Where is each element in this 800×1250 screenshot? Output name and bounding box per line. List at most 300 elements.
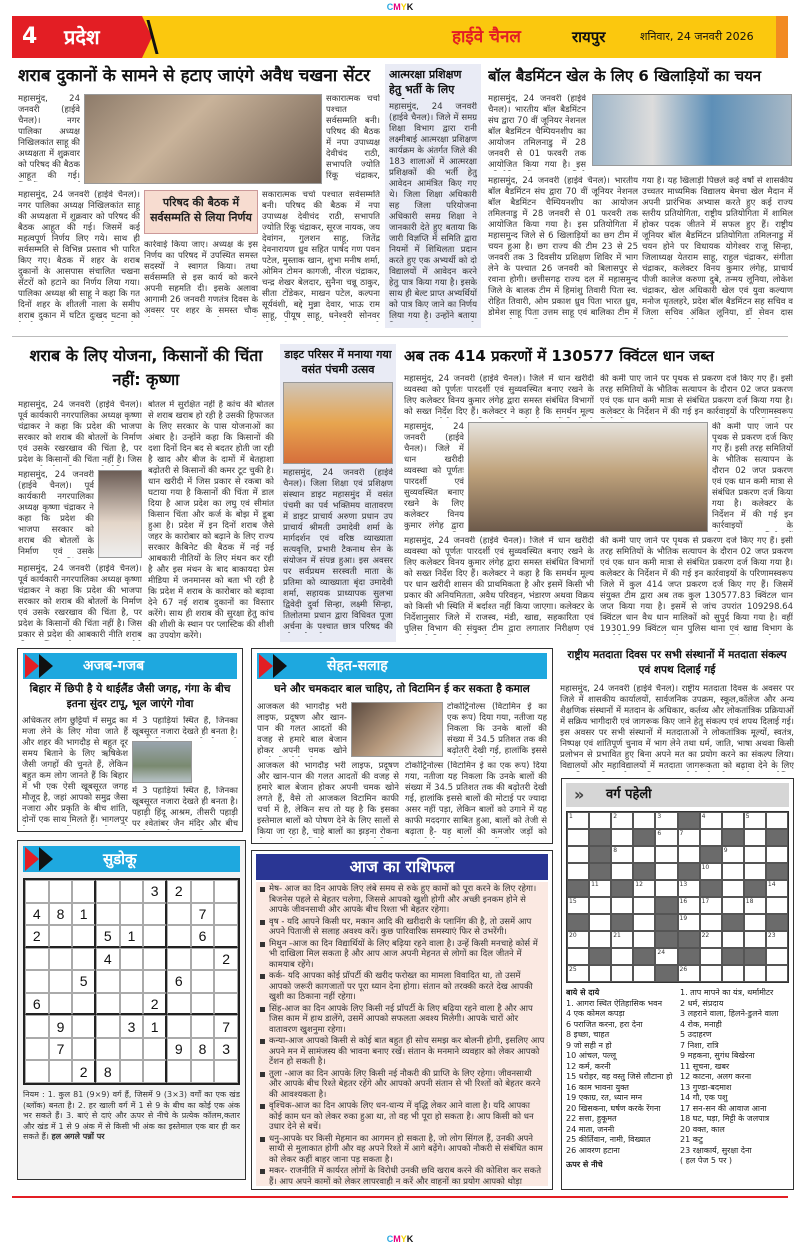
story4-col1: महासमुंद, 24 जनवरी (हाईवे चैनल)। पूर्व कार्यकारी नगरपालिका अध्यक्ष कृष्णा चंद्राकर ने कहा कि प्रदेश की भाजपा सरकार को शराब की बोतलों के निर्माण एवं उसके रखरखाव की चिंता है, पर प्रदेश के किसानों की चिंता नहीं है। जिस xyxy=(18,400,142,465)
rashifal-item: तुला -आज का दिन आपके लिए किसी नई नौकरी की प्राप्ति के लिए रहेगा। जीवनसाथी और आपके बीच रिश्ते बेहतर रहेंगे और आपको अपनी संतान से भी रिश्तों को बेहतर करने की आवश्यकता है। xyxy=(259,1069,545,1101)
section-divider xyxy=(12,336,788,337)
story6-photo xyxy=(468,422,708,532)
crossword-clue-number: 15 xyxy=(569,898,577,905)
crossword-block xyxy=(633,863,655,880)
story4-portrait xyxy=(98,470,142,558)
crossword-cell[interactable] xyxy=(633,914,655,931)
crossword-cell[interactable] xyxy=(655,829,677,846)
rashifal-item: कन्या-आज आपको किसी से कोई बात बहुत ही सोच समझ कर बोलनी होगी, इसलिए आप अपने मन में सामंजस्य की भावना बनाए रखें। संतान के मनमाने व्यवहार को लेकर आपको टेंशन हो सकती है। xyxy=(259,1036,545,1068)
crossword-cell[interactable] xyxy=(611,965,633,982)
crossword-clue-number: 24 xyxy=(657,949,666,956)
story3-photo xyxy=(592,94,792,166)
chevron-red-icon xyxy=(25,847,39,871)
crossword-block xyxy=(633,829,655,846)
rashifal-list-box xyxy=(256,882,548,1186)
sehat-salah-headline: घने और चमकदार बाल चाहिए, तो विटामिन ई कर सकता है कमाल xyxy=(274,683,530,695)
sudoku-cell[interactable] xyxy=(49,948,73,971)
crossword-clue-number: 6 xyxy=(657,830,662,837)
across-clue: 12 कर्म, करनी xyxy=(566,1061,611,1071)
crossword-clue-number: 3 xyxy=(657,813,662,820)
crossword-cell[interactable] xyxy=(744,931,766,948)
crossword-cell[interactable] xyxy=(700,863,722,880)
story4-headline: शराब के लिए योजना, किसानों की चिंता नहीं: कृष्णा xyxy=(29,346,263,389)
story3-col2: गया है। यह खिलाड़ी पिछले कई वर्षों से शासकीय उच्चतर माध्यमिक विद्यालय बेमचा खेल मैदान में अपनी प्रारंभिक अभ्यास करते हुए कई राज्य स्तरीय प्रतियोगिता, राष्ट्रीय प्रतियोगिता में शामिल होकर पदक जीतने में सफल हुए हैं। राष्ट्रीय जूनियर बॉल बैडमिंटन प्रतियोगिता तमिलनाडु में चयन होने पर विधायक योगेश्वर राजू सिन्हा, जिलाध्यक्ष येतराम साहू, राहुल चंद्राकर, संगीता चंद्राकर, कलेक्टर विनय कुमार लंगेह, प्राचार्य पीजी कालेज करुणा दुबे, तन्मय लूनिया, लोकेश चंद्राकर, खेल अधिकारी खेल एवं युवा कल्याण मनोज धृतलहरे, प्रदेश बॉल बैडमिंटन सह सचिव व जिला सचिव अंकित लूनिया, डॉ सेवन दास xyxy=(642,176,793,318)
ajab-gajab-col1: अधिकतर लोग छुट्टियों में समुद्र का मजा लेने के लिए गोवा जाते हैं और शहर की भागदौड़ से बहुत दूर समय बिताने के लिए ऋषिकेश जैसी जगहों की चुनते हैं, लेकिन बहुत कम लोग जानते हैं कि बिहार में भी एक ऐसी खूबसूरत जगह मौजूद है, जहां आपको समुद्र जैसा नजारा और प्रकृति के बीच शांति, दोनों एक साथ मिलते हैं। भागलपुर xyxy=(22,716,128,825)
crossword-block xyxy=(766,863,788,880)
down-clue: 14 गौ, एक पशु xyxy=(680,1093,728,1102)
crossword-cell[interactable] xyxy=(633,880,655,897)
crossword-block xyxy=(678,812,700,829)
sudoku-grid xyxy=(23,878,240,1085)
story1-col1: महासमुंद, 24 जनवरी (हाईवे चैनल)। नगर पालिका अध्यक्ष निखिलकांत साहू की अध्यक्षता में शुक्रवार को परिषद की बैठक आहूत की गई। xyxy=(18,94,80,181)
crossword-clue-number: 11 xyxy=(591,881,599,888)
crossword-cell[interactable] xyxy=(722,812,744,829)
sudoku-cell[interactable] xyxy=(143,925,167,948)
crossword-clue-number: 8 xyxy=(613,847,618,854)
crossword-cell[interactable] xyxy=(766,965,788,982)
crossword-cell[interactable] xyxy=(700,948,722,965)
crossword-clue-number: 4 xyxy=(701,813,706,820)
crossword-chevron-icon: » xyxy=(574,785,585,804)
crossword-cell[interactable] xyxy=(611,948,633,965)
rashifal-list xyxy=(259,884,545,1186)
section-title: प्रदेश xyxy=(64,25,100,49)
sudoku-cell[interactable] xyxy=(167,948,191,971)
sudoku-cell[interactable]: 4 xyxy=(96,948,120,971)
crossword-cell[interactable] xyxy=(766,880,788,897)
crossword-cell[interactable] xyxy=(633,965,655,982)
down-clue: 9 महकना, सुगंध बिखेरना xyxy=(680,1051,755,1060)
crossword-cell[interactable] xyxy=(700,965,722,982)
crossword-block xyxy=(766,829,788,846)
crossword-clue-number: 23 xyxy=(767,932,776,939)
sudoku-cell[interactable]: 4 xyxy=(25,903,49,926)
crossword-cell[interactable] xyxy=(722,863,744,880)
sudoku-cell[interactable] xyxy=(49,880,73,903)
crossword-block xyxy=(655,931,677,948)
crossword-cell[interactable] xyxy=(633,897,655,914)
sudoku-cell[interactable] xyxy=(72,948,96,971)
story7-body: महासमुंद, 24 जनवरी (हाईवे चैनल)। राष्ट्रीय मतदाता दिवस के अवसर पर जिले में शासकीय कार्यालयों, सार्वजनिक उपक्रम, स्कूल,कॉलेज और अन्य शैक्षणिक संस्थानों में मतदान के अधिकार, कर्तव्य और लोकतांत्रिक प्रक्रियाओं में सक्रिय भागीदारी एवं जागरूक किए जाने हेतु संकल्प एवं शपथ दिलाई गई। इस अवसर पर सभी संस्थानों में मतदाताओं ने लोकतांत्रिक मूल्यों, स्वतंत्र, निष्पक्ष एवं शांतिपूर्ण चुनाव में भाग लेने तथा धर्म, जाति, भाषा अथवा किसी प्रलोभन से प्रभावित हुए बिना अपने मत का प्रयोग करने का संकल्प लिया। विद्यालयों और महाविद्यालयों में मतदाता जागरूकता को बढ़ावा देने के लिए xyxy=(560,684,794,771)
sudoku-cell[interactable] xyxy=(25,1015,49,1038)
sudoku-cell[interactable] xyxy=(25,1060,49,1083)
sudoku-cell[interactable]: 8 xyxy=(96,1060,120,1083)
brand-logo: हाईवे चैनल xyxy=(452,27,521,47)
across-heading: बाये से दाये xyxy=(566,988,600,997)
sehat-salah-banner xyxy=(257,653,547,679)
crossword-clue-number: 18 xyxy=(745,898,754,905)
header-accent xyxy=(776,16,788,58)
crossword-clue-number: 20 xyxy=(569,932,577,939)
story4-col2: बोतल में सुरक्षित नहीं है कांच की बोतल से शराब खराब हो रही है उसकी हिफाजत के लिए सरकार के पास योजनाओं का अंबार है। उन्होंने कहा कि किसानों की दशा दिनों दिन बद से बदतर होती जा रही है खाद और बीज के दामों में बेतहाशा बढ़ोतरी से किसानों की कमर टूट चुकी है। धान खरीदी में जिस प्रकार से रकबा को घटाया गया है किसानों की चिंता में डाल दिया है आज प्रदेश का लघु एवं सीमांत किसान चिंता और कर्ज के बोझ में डूबा हुआ है। प्रदेश में इन दिनों शराब जैसे जहर के कारोबार को बढ़ाने के लिए राज्य सरकार कैबिनेट की बैठक में नई नई आबकारी नीतियों के लिए मंथन कर रही है और इस मंथन के बाद बाकायदा प्रेस मीडिया में जनमानस को बता भी रही है कि प्रदेश में शराब के कारोबार को बढ़ावा देने 67 नई शराब दुकानों का विस्तार करेंगे। साथ ही शराब की सुरक्षा हेतु कांच की शीशी के स्थान पर प्लास्टिक की शीशी का उपयोग करेंगे। xyxy=(148,400,274,641)
crossword-clue-number: 1 xyxy=(569,813,573,820)
down-clue: 1. ताप मापने का यंत्र, थर्मामीटर xyxy=(680,988,774,997)
crossword-block xyxy=(678,948,700,965)
crossword-cell[interactable] xyxy=(655,880,677,897)
sudoku-cell[interactable] xyxy=(120,903,144,926)
sudoku-cell[interactable] xyxy=(72,880,96,903)
crossword-clue-number: 25 xyxy=(569,966,577,973)
crossword-cell[interactable] xyxy=(567,829,589,846)
sudoku-cell[interactable]: 7 xyxy=(49,1038,73,1061)
sudoku-cell[interactable] xyxy=(167,925,191,948)
crossword-cell[interactable] xyxy=(611,812,633,829)
down-clue: 13 गुण्डा-बदमाश xyxy=(680,1082,732,1092)
sudoku-cell[interactable] xyxy=(191,1015,215,1038)
crossword-cell[interactable] xyxy=(567,931,589,948)
sudoku-cell[interactable] xyxy=(120,1038,144,1061)
story1-headline: शराब दुकानों के सामने से हटाए जाएंगे अवैध चखना सेंटर xyxy=(18,66,371,86)
sudoku-cell[interactable] xyxy=(143,903,167,926)
page-header xyxy=(12,16,788,58)
crossword-cell[interactable] xyxy=(589,965,611,982)
story2-body: महासमुंद, 24 जनवरी (हाईवे चैनल)। जिले में समग्र शिक्षा विभाग द्वारा रानी लक्ष्मीबाई आत्मरक्षा प्रशिक्षण कार्यक्रम के अंतर्गत जिले की 183 शालाओं में आत्मरक्षा प्रशिक्षकों की भर्ती हेतु आवेदन आमंत्रित किए गए थे। जिला शिक्षा अधिकारी सह जिला परियोजना अधिकारी समग्र शिक्षा ने जानकारी देते हुए बताया कि जारी विज्ञप्ति में समिति द्वारा नियमों में शिथिलता प्रदान करते हुए एक अभ्यर्थी को दो विद्यालयों में आवेदन करने हेतु पात्र किया गया है। इसके साथ ही बेल्ट प्राप्त अभ्यर्थियों को पात्र किए जाने का निर्णय लिया गया है। उन्होंने बताया xyxy=(389,102,477,321)
crossword-cell[interactable] xyxy=(567,965,589,982)
down-clue: 2 धर्म, संप्रदाय xyxy=(680,998,724,1008)
bottom-rule xyxy=(12,1196,788,1198)
crossword-cell[interactable] xyxy=(700,897,722,914)
crossword-block xyxy=(655,914,677,931)
crossword-cell[interactable] xyxy=(589,931,611,948)
crossword-block xyxy=(700,880,722,897)
sudoku-cell[interactable] xyxy=(25,948,49,971)
sudoku-cell[interactable] xyxy=(214,993,238,1016)
down-clue: 17 सन-सन की आवाज आना xyxy=(680,1103,767,1113)
crossword-cell[interactable] xyxy=(700,914,722,931)
sudoku-cell[interactable] xyxy=(143,970,167,993)
crossword-cell[interactable] xyxy=(655,812,677,829)
crossword-cell[interactable] xyxy=(611,931,633,948)
crossword-cell[interactable] xyxy=(589,914,611,931)
crossword-block xyxy=(589,863,611,880)
sudoku-cell[interactable] xyxy=(143,948,167,971)
crossword-block xyxy=(744,948,766,965)
down-clue: 5 उदाहरण xyxy=(680,1030,712,1039)
story6-col2c: की कमी पाए जाने पर पृथक से प्रकरण दर्ज किए गए हैं। इसी तरह समितियों के भौतिक सत्यापन के दौरान 02 जप्त प्रकरण एवं एक धान कमी मात्रा से संबंधित प्रकरण दर्ज किया गया है। कलेक्टर के निर्देशन में की गई इन कार्रवाइयों के परिणामस्वरूप जिले में कुल 414 जप्त प्रकरण दर्ज किए गए हैं। जिसमें संयुक्त टीम द्वारा अब तक कुल 130577.83 क्विंटल धान जप्त किया गया है। इसमें से जांच उपरांत 109298.64 क्विंटल धान वैध धान मालिकों को सुपुर्द किया गया है। वहीं 19301.99 क्विंटल धान पुलिस थाना एवं खाद्य विभाग के xyxy=(600,536,793,634)
crossword-cell[interactable] xyxy=(700,812,722,829)
crossword-cell[interactable] xyxy=(567,948,589,965)
story6-col1: महासमुंद, 24 जनवरी (हाईवे चैनल)। जिले में धान खरीदी व्यवस्था को पूर्णतः पारदर्शी एवं सुव्यवस्थित बनाए रखने के लिए कलेक्टर विनय कुमार लंगेह द्वारा समस्त संबंधित विभागों को सख्त निर्देश दिए हैं। कलेक्टर ने कहा है कि समर्थन मूल्य xyxy=(404,374,594,417)
sudoku-cell[interactable] xyxy=(214,1060,238,1083)
sudoku-cell[interactable] xyxy=(120,1060,144,1083)
crossword-cell[interactable] xyxy=(655,846,677,863)
mark-c: C xyxy=(386,2,394,12)
sudoku-cell[interactable] xyxy=(96,970,120,993)
across-clue: 26 आवरण हटाना xyxy=(566,1145,620,1155)
crossword-cell[interactable] xyxy=(611,829,633,846)
down-clue: 12 काटना, अलग करना xyxy=(680,1072,752,1081)
crossword-cell[interactable] xyxy=(589,880,611,897)
sudoku-cell[interactable] xyxy=(49,925,73,948)
sudoku-cell[interactable] xyxy=(191,1060,215,1083)
sehat-salah-photo xyxy=(351,702,443,757)
crossword-block xyxy=(678,931,700,948)
crossword-block xyxy=(611,880,633,897)
sudoku-cell[interactable] xyxy=(191,880,215,903)
crossword-down xyxy=(680,988,790,1178)
story4-col1c: महासमुंद, 24 जनवरी (हाईवे चैनल)। पूर्व कार्यकारी नगरपालिका अध्यक्ष कृष्णा चंद्राकर ने कहा कि प्रदेश की भाजपा सरकार को शराब की बोतलों के निर्माण एवं उसके रखरखाव की चिंता है, पर प्रदेश के किसानों की चिंता नहीं है। जिस प्रकार से प्रदेश की आबकारी नीति शराब xyxy=(18,564,142,640)
sudoku-cell[interactable] xyxy=(143,1038,167,1061)
sudoku-cell[interactable]: 1 xyxy=(72,903,96,926)
chevron-black-icon xyxy=(273,654,287,678)
story6-col2b: की कमी पाए जाने पर पृथक से प्रकरण दर्ज किए गए हैं। इसी तरह समितियों के भौतिक सत्यापन के दौरान 02 जप्त प्रकरण एवं एक धान कमी मात्रा से संबंधित प्रकरण दर्ज किया गया है। कलेक्टर के निर्देशन में की गई इन कार्रवाइयों के xyxy=(712,422,793,531)
crossword-block xyxy=(700,846,722,863)
crossword-cell[interactable] xyxy=(678,829,700,846)
sudoku-title: सुडोकू xyxy=(103,850,137,868)
sudoku-cell[interactable] xyxy=(120,948,144,971)
sudoku-cell[interactable] xyxy=(191,970,215,993)
crossword-clue-number: 26 xyxy=(679,966,688,973)
crossword-cell[interactable] xyxy=(722,931,744,948)
crossword-cell[interactable] xyxy=(722,965,744,982)
print-marks-top xyxy=(0,2,800,13)
story5-photo xyxy=(283,382,393,464)
crossword-clue-number: 22 xyxy=(701,932,710,939)
sudoku-cell[interactable] xyxy=(49,993,73,1016)
mark-k: K xyxy=(406,1234,414,1244)
sudoku-cell[interactable] xyxy=(214,925,238,948)
crossword-clue-number: 10 xyxy=(701,864,710,871)
story5-box xyxy=(280,344,396,642)
sudoku-cell[interactable]: 2 xyxy=(143,993,167,1016)
sudoku-cell[interactable]: 1 xyxy=(143,1015,167,1038)
story5-body: महासमुंद, 24 जनवरी (हाईवे चैनल)। जिला शिक्षा एवं प्रशिक्षण संस्थान डाइट महासमुंद में वसंत पंचमी का पर्व भक्तिमय वातावरण में डाइट प्राचार्य अरुणा प्रधान उप प्राचार्य श्रीमती उमादेवी शर्मा के मार्गदर्शन एवं वरिष्ठ व्याख्याता सत्यवृत्ति, प्रभारी टैकनाथ सेन के संयोजन में संपन्न हुआ। इस अवसर पर सर्वप्रथम सरस्वती माता के प्रतिमा को व्याख्याता बृंदा उमादेवी शर्मा, सहायक प्राध्यापक सुलभा द्विवेदी दुर्वा सिन्हा, लक्ष्मी सिन्हा, तिलोतमा प्रधान द्वारा विधिवत पूजा अर्चना के पश्चात छात्र परिषद की xyxy=(283,468,393,632)
crossword-cell[interactable] xyxy=(766,948,788,965)
across-list xyxy=(566,999,678,1157)
crossword-cell[interactable] xyxy=(678,880,700,897)
crossword-grid xyxy=(566,811,789,983)
crossword-block xyxy=(589,948,611,965)
sudoku-cell[interactable]: 2 xyxy=(25,925,49,948)
ajab-gajab-col2: में 3 पहाड़ियां स्थित हैं, जिनका खूबसूरत नजारा देखते ही बनता है। xyxy=(132,716,238,737)
story6-col1b: महासमुंद, 24 जनवरी (हाईवे चैनल)। जिले में धान खरीदी व्यवस्था को पूर्णतः पारदर्शी एवं सुव्यवस्थित बनाए रखने के लिए कलेक्टर विनय कुमार लंगेह द्वारा xyxy=(404,422,464,531)
crossword-cell[interactable] xyxy=(567,812,589,829)
mark-m: M xyxy=(393,2,401,12)
crossword-clue-number: 13 xyxy=(679,881,688,888)
sudoku-cell[interactable] xyxy=(120,970,144,993)
rashifal-item: धनु-आपके घर किसी मेहमान का आगमन हो सकता है, जो लोग सिंगल हैं, उनकी अपने साथी से मुलाकात होगी और वह अपने रिश्ते में आगे बढ़ेंगे। आपको नौकरी से संबंधित काम को लेकर कहीं बाहर जाना पड़ सकता है। xyxy=(259,1134,545,1166)
sudoku-cell[interactable] xyxy=(214,880,238,903)
sehat-salah-col1: आजकल की भागदौड़ भरी लाइफ, प्रदूषण और खान-पान की गलत आदतों की वजह से हमारे बाल बेजान होकर अपनी चमक खोने xyxy=(257,702,347,756)
crossword-clue-number: 7 xyxy=(679,830,684,837)
sudoku-cell[interactable] xyxy=(49,1060,73,1083)
sudoku-cell[interactable] xyxy=(96,880,120,903)
crossword-cell[interactable] xyxy=(678,897,700,914)
sudoku-cell[interactable]: 7 xyxy=(214,1015,238,1038)
sudoku-cell[interactable]: 3 xyxy=(143,880,167,903)
down-clue: 23 रक्षाकार्य, सुरक्षा देना xyxy=(680,1145,752,1155)
story1-col3b: सकारात्मक चर्चा पश्चात सर्वसम्मति बनी। परिषद की बैठक में नपा उपाध्यक्ष देवीचंद राठी, सभापति ज्योति रिंकू चंद्राकर, सूरज नायक, जय देवांगन, गुलशन साहू, जितेंद्र देवनारायण ध्रुव सहित पार्षद गण पवन पटेल, मुस्ताक खान, शुभा मनीष शर्मा, ओमिन टोमन कागजी, नीरज चंद्राकर, चन्द्र शेखर बेलदार, सुनैना चन्नू ठाकुर, सीता टोंडेकर, माखन पटेल, कल्पना सूर्यवंशी, बद्दे मुन्ना देवार, भाऊ राम साहू, पीयूष साहू, धनेश्वरी सोनवर xyxy=(262,190,380,321)
crossword-block xyxy=(589,846,611,863)
story6-headline: अब तक 414 प्रकरणों में 130577 क्विंटल धान जब्त xyxy=(404,347,715,365)
sudoku-cell[interactable] xyxy=(25,970,49,993)
crossword-cell[interactable] xyxy=(744,863,766,880)
sudoku-cell[interactable] xyxy=(167,993,191,1016)
crossword-banner xyxy=(566,783,789,807)
crossword-cell[interactable] xyxy=(766,846,788,863)
across-clue: 8 इच्छा, चाहत xyxy=(566,1030,610,1039)
story3-col1: महासमुंद, 24 जनवरी (हाईवे चैनल)। भारतीय बॉल बैडमिंटन संघ द्वारा 70 वीं जूनियर नेशनल बॉल बैडमिंटन चैम्पियनशीप का आयोजन तमिलनाडु में 28 जनवरी से 01 फरवरी तक आयोजित किया गया है। इस xyxy=(488,94,586,170)
sudoku-cell[interactable]: 9 xyxy=(167,1038,191,1061)
story3-col1b: महासमुंद, 24 जनवरी (हाईवे चैनल)। भारतीय बॉल बैडमिंटन संघ द्वारा 70 वीं जूनियर नेशनल बॉल बैडमिंटन चैम्पियनशीप का आयोजन तमिलनाडु में 28 जनवरी से 01 फरवरी तक आयोजित किया गया है। इस प्रतियोगिता में महासमुन्द जिले से 6 खिलाड़ियों का छग टीम में चयन हुआ है। छग राज्य की टीम 23 से 25 जनवरी तक 3 दिवसीय प्रशिक्षण शिविर में भाग लेने के पश्चात 26 जनवरी को बिलासपुर से रवाना होगी। छत्तीसगढ़ राज्य दल में महासमुन्द जिले के बालक टीम में हिमांशु तिवारी पिता स्व. रोहित तिवारी, ओम प्रकाश ध्रुव पिता भारत ध्रुव, डोमेश साहू पिता उत्तम साहू एवं बालिका टीम में xyxy=(488,176,638,318)
rashifal-item: मेष- आज का दिन आपके लिए लंबे समय से रुके हुए कामों को पूरा करने के लिए रहेगा। बिजनेस पहले से बेहतर चलेगा, जिससे आपको खुशी होगी और अच्छी इनकम होने से आपके जीवनसाथी और आपके बीच रिश्ता भी बेहतर रहेगा। xyxy=(259,884,545,916)
crossword-cell[interactable] xyxy=(589,812,611,829)
sudoku-cell[interactable]: 6 xyxy=(191,925,215,948)
crossword-cell[interactable] xyxy=(589,897,611,914)
sudoku-cell[interactable] xyxy=(120,880,144,903)
sudoku-rules xyxy=(23,1090,240,1176)
crossword-cell[interactable] xyxy=(655,863,677,880)
across-clue: 4 एक कोमल कपड़ा xyxy=(566,1009,625,1018)
sudoku-cell[interactable]: 5 xyxy=(72,970,96,993)
sudoku-cell[interactable] xyxy=(72,1038,96,1061)
sudoku-cell[interactable]: 2 xyxy=(214,948,238,971)
sudoku-cell[interactable]: 7 xyxy=(191,903,215,926)
crossword-block xyxy=(655,965,677,982)
sudoku-cell[interactable]: 3 xyxy=(120,1015,144,1038)
crossword-cell[interactable] xyxy=(722,880,744,897)
sudoku-cell[interactable]: 2 xyxy=(167,880,191,903)
sehat-salah-title: सेहत-सलाह xyxy=(327,658,388,674)
sudoku-cell[interactable] xyxy=(72,925,96,948)
story6-col1c: महासमुंद, 24 जनवरी (हाईवे चैनल)। जिले में धान खरीदी व्यवस्था को पूर्णतः पारदर्शी एवं सुव्यवस्थित बनाए रखने के लिए कलेक्टर विनय कुमार लंगेह द्वारा समस्त संबंधित विभागों को सख्त निर्देश दिए हैं। कलेक्टर ने कहा है कि समर्थन मूल्य पर धान खरीदी शासन की प्राथमिकता है और इसमें किसी भी प्रकार की अनियमितता, अवैध परिवहन, भंडारण अथवा विक्रय को किसी भी स्थिति में बर्दाश्त नहीं किया जाएगा। कलेक्टर के निर्देशानुसार जिले में राजस्व, मंडी, खाद्य, सहकारिता एवं पुलिस विभाग की संयुक्त टीम द्वारा लगातार निरीक्षण एवं xyxy=(404,536,594,634)
down-clue: 18 घट, घड़ा, मिट्टी के जलपात्र xyxy=(680,1114,770,1123)
crossword-block xyxy=(766,914,788,931)
crossword-cell[interactable] xyxy=(567,897,589,914)
sudoku-cell[interactable]: 8 xyxy=(49,903,73,926)
sudoku-cell[interactable]: 6 xyxy=(167,970,191,993)
ajab-gajab-banner xyxy=(23,653,237,679)
crossword-block xyxy=(722,914,744,931)
mark-y: Y xyxy=(400,1234,407,1244)
crossword-cell[interactable] xyxy=(633,812,655,829)
ajab-gajab-col2b: में 3 पहाड़ियां स्थित हैं, जिनका खूबसूरत नजारा देखते ही बनता है। पहाड़ी हिंदू आश्रम, तीसरी पहाड़ी पर श्वेतांबर जैन मंदिर और बीच xyxy=(132,786,238,829)
crossword-cell[interactable] xyxy=(700,829,722,846)
sudoku-cell[interactable]: 2 xyxy=(72,1060,96,1083)
sudoku-rules-text: नियम : 1. कुल 81 (9×9) वर्ग हैं, जिसमें 9 (3×3) वर्गों का एक खंड (ब्लॉक) बनता है। 2. हर खाली वर्ग में 1 से 9 के बीच का कोई एक अंक भर सकते हैं। 3. बाएं से दाएं और ऊपर से नीचे के प्रत्येक कॉलम,कतार और खंड में 1 से 9 अंक में से किसी भी अंक का इस्तेमाल एक बार ही कर सकते हैं। xyxy=(23,1090,240,1141)
sudoku-cell[interactable] xyxy=(96,1015,120,1038)
sudoku-cell[interactable] xyxy=(96,993,120,1016)
crossword-cell[interactable] xyxy=(744,965,766,982)
sudoku-cell[interactable] xyxy=(72,993,96,1016)
rashifal-item: वृश्चिक-आज का दिन आपके लिए धन-धान्य में वृद्धि लेकर आने वाला है। यदि आपका कोई काम धन को लेकर रुका हुआ था, तो वह भी पूरा हो सकता है। आप किसी को धन उधार देने से बचें। xyxy=(259,1101,545,1133)
mark-k: K xyxy=(406,2,414,12)
sudoku-cell[interactable]: 1 xyxy=(120,925,144,948)
across-clue: 15 धरोहर, वह वस्तु जिसे लौटाना हो xyxy=(566,1072,673,1081)
crossword-block xyxy=(611,914,633,931)
crossword-block xyxy=(567,880,589,897)
sudoku-cell[interactable] xyxy=(120,993,144,1016)
crossword-cell[interactable] xyxy=(744,914,766,931)
across-clue: 19 एकाग्र, रत, ध्यान मग्न xyxy=(566,1093,643,1102)
sudoku-cell[interactable]: 6 xyxy=(25,993,49,1016)
crossword-cell[interactable] xyxy=(744,846,766,863)
sudoku-cell[interactable] xyxy=(214,970,238,993)
sudoku-cell[interactable] xyxy=(25,880,49,903)
down-clue: 3 लहराने वाला, हिलने-डुलने वाला xyxy=(680,1009,779,1018)
sudoku-cell[interactable] xyxy=(96,903,120,926)
sehat-salah-col1b: आजकल की भागदौड़ भरी लाइफ, प्रदूषण और खान-पान की गलत आदतों की वजह से हमारे बाल बेजान होकर अपनी चमक खोने लगते हैं, वैसे तो आजकल विटामिन काफी चर्चा में है, लेकिन सच तो यह है कि इसका इस्तेमाल बालों को पोषण देने के लिए सालों से किया जा रहा है, चाहे बालों का झड़ना रोकना xyxy=(257,761,399,837)
sudoku-cell[interactable]: 5 xyxy=(96,925,120,948)
crossword-cell[interactable] xyxy=(611,863,633,880)
sudoku-cell[interactable] xyxy=(49,970,73,993)
crossword-cell[interactable] xyxy=(722,897,744,914)
rashifal-item: सिंह-आज का दिन आपके लिए किसी नई प्रॉपर्टी के लिए बढ़िया रहने वाला है और आप जिस काम में हाथ डालेंगे, उसमें आपको सफलता अवश्य मिलेगी। आपके चारों ओर वातावरण खुशनुमा रहेगा। xyxy=(259,1004,545,1036)
sudoku-cell[interactable] xyxy=(25,1038,49,1061)
sudoku-cell[interactable] xyxy=(191,948,215,971)
sudoku-cell[interactable] xyxy=(143,1060,167,1083)
crossword-cell[interactable] xyxy=(567,846,589,863)
crossword-cell[interactable] xyxy=(678,846,700,863)
across-clue: 25 कीर्तिवान, नामी, विख्यात xyxy=(566,1135,651,1144)
sudoku-cell[interactable]: 3 xyxy=(214,1038,238,1061)
crossword-clue-number: 2 xyxy=(613,813,618,820)
crossword-block xyxy=(589,829,611,846)
crossword-cell[interactable] xyxy=(744,897,766,914)
crossword-cell[interactable] xyxy=(744,812,766,829)
crossword-clue-number: 16 xyxy=(679,898,688,905)
chevron-red-icon xyxy=(259,654,273,678)
across-clue: 6 पराजित करना, हरा देना xyxy=(566,1019,643,1029)
crossword-solution-note: ( हल पेज 5 पर ) xyxy=(680,1156,733,1165)
crossword-cell[interactable] xyxy=(567,863,589,880)
story2-headline: आत्मरक्षा प्रशिक्षण हेतु भर्ती के लिए xyxy=(389,68,462,96)
crossword-cell[interactable] xyxy=(744,829,766,846)
crossword-cell[interactable] xyxy=(611,897,633,914)
crossword-title: वर्ग पहेली xyxy=(606,787,652,802)
crossword-cell[interactable] xyxy=(722,846,744,863)
crossword-cell[interactable] xyxy=(766,931,788,948)
story4-col1b: महासमुंद, 24 जनवरी (हाईवे चैनल)। पूर्व कार्यकारी नगरपालिका अध्यक्ष कृष्णा चंद्राकर ने कहा कि प्रदेश की भाजपा सरकार को शराब की बोतलों के निर्माण एवं उसके xyxy=(18,470,94,557)
down-heading: ऊपर से नीचे xyxy=(566,1160,603,1169)
across-clue: 9 जो सही न हो xyxy=(566,1040,612,1050)
story3-headline: बॉल बैडमिंटन खेल के लिए 6 खिलाड़ियों का चयन xyxy=(488,67,762,85)
sudoku-cell[interactable] xyxy=(167,903,191,926)
crossword-block xyxy=(722,948,744,965)
across-clue: 24 माता, जननी xyxy=(566,1124,615,1134)
crossword-block xyxy=(744,880,766,897)
sudoku-solution-note: हल अगले पन्नों पर xyxy=(51,1132,105,1141)
crossword-cell[interactable] xyxy=(700,931,722,948)
sudoku-cell[interactable] xyxy=(214,903,238,926)
crossword-cell[interactable] xyxy=(766,812,788,829)
crossword-cell[interactable] xyxy=(678,914,700,931)
crossword-cell[interactable] xyxy=(611,846,633,863)
crossword-cell[interactable] xyxy=(633,931,655,948)
down-clue: 11 सूचना, खबर xyxy=(680,1061,730,1071)
crossword-cell[interactable] xyxy=(655,948,677,965)
sudoku-cell[interactable] xyxy=(72,1015,96,1038)
crossword-clue-number: 21 xyxy=(613,932,621,939)
crossword-cell[interactable] xyxy=(766,897,788,914)
rashifal-item: वृष - यदि आपने किसी घर, मकान आदि की खरीदारी के प्लानिंग की है, तो उसमें आप अपने पिताजी से सलाह अवश्य करें। कुछ पारिवारिक समस्याएं फिर से उभरेंगी। xyxy=(259,917,545,938)
sudoku-cell[interactable]: 8 xyxy=(191,1038,215,1061)
sudoku-cell[interactable] xyxy=(96,1038,120,1061)
sudoku-cell[interactable] xyxy=(191,993,215,1016)
sehat-salah-col2: टोकोट्रिनोल्स (विटामिन ई का एक रूप) दिया गया, नतीजा यह निकला कि उनके बालों की संख्या में 34.5 प्रतिशत तक की बढ़ोतरी देखी गई, हालांकि इससे xyxy=(447,702,547,756)
crossword-clue-number: 17 xyxy=(701,898,710,905)
down-clue: 7 निशा, रात्रि xyxy=(680,1040,719,1050)
crossword-cell[interactable] xyxy=(633,846,655,863)
across-clue: 20 खिसकना, घर्षण करके रेंगना xyxy=(566,1103,661,1113)
sudoku-cell[interactable] xyxy=(167,1060,191,1083)
sudoku-cell[interactable] xyxy=(167,1015,191,1038)
crossword-clue-number: 12 xyxy=(635,881,643,888)
rashifal-item: मिथुन -आज का दिन विद्यार्थियों के लिए बढ़िया रहने वाला है। उन्हें किसी मनचाहे कोर्स में भी दाखिला मिल सकता है और आप आज अपनी मेहनत से लोगों का दिल जीतने में कामयाब रहेंगे। xyxy=(259,939,545,971)
sudoku-cell[interactable]: 9 xyxy=(49,1015,73,1038)
crossword-cell[interactable] xyxy=(678,965,700,982)
down-clue: 21 कटु xyxy=(680,1135,703,1144)
